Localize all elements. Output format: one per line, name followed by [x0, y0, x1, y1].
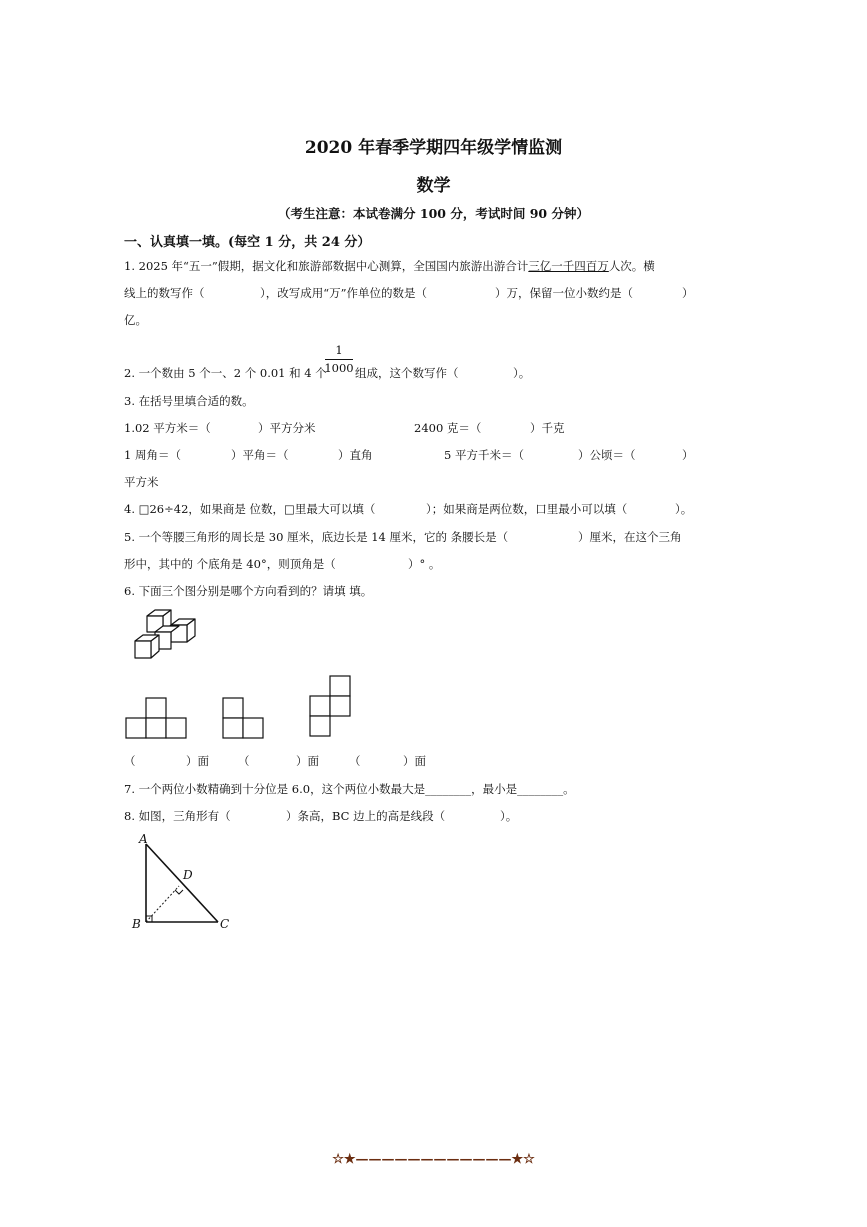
question-1-line-2: 线上的数写作（: [124, 286, 205, 300]
question-5-b: ）厘米，在这个三角: [578, 530, 682, 544]
question-4-c: ）。: [675, 502, 693, 516]
view-figure-3: [308, 674, 358, 744]
q3-row3: 平方米: [124, 475, 159, 489]
question-5-d: ）° 。: [408, 557, 441, 571]
view-figure-2: [221, 696, 271, 744]
question-7-text: 7. 一个两位小数精确到十分位是 6.0，这个两位小数最大是________，最小是________。: [124, 782, 575, 796]
question-1-line-3: 亿。: [124, 313, 147, 327]
question-8-a: 8. 如图，三角形有（: [124, 809, 231, 823]
q3-row2-a: 1 周角＝（: [124, 448, 181, 462]
question-4-a: 4. □26÷42，如果商是 位数，□里最大可以填（: [124, 502, 376, 516]
q1-underlined-number: 三亿一千四百万: [528, 259, 609, 273]
question-1-line-1: [124, 259, 655, 273]
fraction-numerator: 1: [335, 343, 343, 357]
q3-row1-a: 1.02 平方米＝（: [124, 421, 211, 435]
view-answer-1-open: （: [124, 754, 136, 768]
view-answer-2-close: ）面: [296, 754, 319, 768]
question-5-a: 5. 一个等腰三角形的周长是 30 厘米，底边长是 14 厘米，它的 条腰长是（: [124, 530, 509, 544]
view-figure-1: [124, 696, 194, 744]
q1-text-end: 人次。横: [608, 259, 655, 273]
label-d: D: [183, 868, 193, 882]
q3-row2-d: 5 平方千米＝（: [444, 448, 524, 462]
question-1-line-2b: ），改写成用“万”作单位的数是（: [260, 286, 428, 300]
q3-row1-d: ）千克: [530, 421, 565, 435]
fraction-denominator: 1000: [324, 361, 354, 375]
label-a: A: [139, 832, 148, 846]
view-answer-2-open: （: [238, 754, 250, 768]
page-title: 2020 年春季学期四年级学情监测: [304, 138, 563, 158]
section-heading: 一、认真填一填。(每空 1 分，共 24 分）: [124, 235, 371, 250]
q3-row1-b: ）平方分米: [258, 421, 316, 435]
label-c: C: [220, 917, 230, 931]
question-2-text-b: 组成，这个数写作（: [355, 366, 459, 380]
question-3-text: 3. 在括号里填合适的数。: [124, 394, 254, 408]
q3-row2-e: ）公顷＝（: [578, 448, 636, 462]
question-8-c: ）。: [500, 809, 518, 823]
question-4-b: ）；如果商是两位数，口里最小可以填（: [426, 502, 628, 516]
cube-stack-figure: [133, 608, 203, 668]
question-6-text: 6. 下面三个图分别是哪个方向看到的？请填 填。: [124, 584, 373, 598]
fraction-bar: [325, 359, 353, 360]
subject-title: 数学: [416, 176, 451, 196]
question-2-text-c: ）。: [513, 366, 531, 380]
q3-row2-b: ）平角＝（: [231, 448, 289, 462]
question-1-line-2c: ）万，保留一位小数约是（: [495, 286, 633, 300]
view-answer-1-close: ）面: [186, 754, 209, 768]
q1-text: 1. 2025 年“五一”假期，据文化和旅游部数据中心测算，全国国内旅游出游合计: [124, 259, 529, 273]
view-answer-3-open: （: [349, 754, 361, 768]
q3-row2-f: ）: [682, 448, 694, 462]
page-footer-decoration: ☆★————————————★☆: [332, 1152, 535, 1167]
question-5-c: 形中，其中的 个底角是 40°，则顶角是（: [124, 557, 336, 571]
label-b: B: [132, 917, 141, 931]
question-2-text: 2. 一个数由 5 个一、2 个 0.01 和 4 个: [124, 366, 327, 380]
q3-row2-c: ）直角: [338, 448, 373, 462]
exam-note: （考生注意：本试卷满分 100 分，考试时间 90 分钟）: [278, 206, 589, 221]
view-answer-3-close: ）面: [403, 754, 426, 768]
question-1-line-2d: ）: [682, 286, 694, 300]
q3-row1-c: 2400 克＝（: [414, 421, 482, 435]
question-8-b: ）条高，BC 边上的高是线段（: [286, 809, 446, 823]
